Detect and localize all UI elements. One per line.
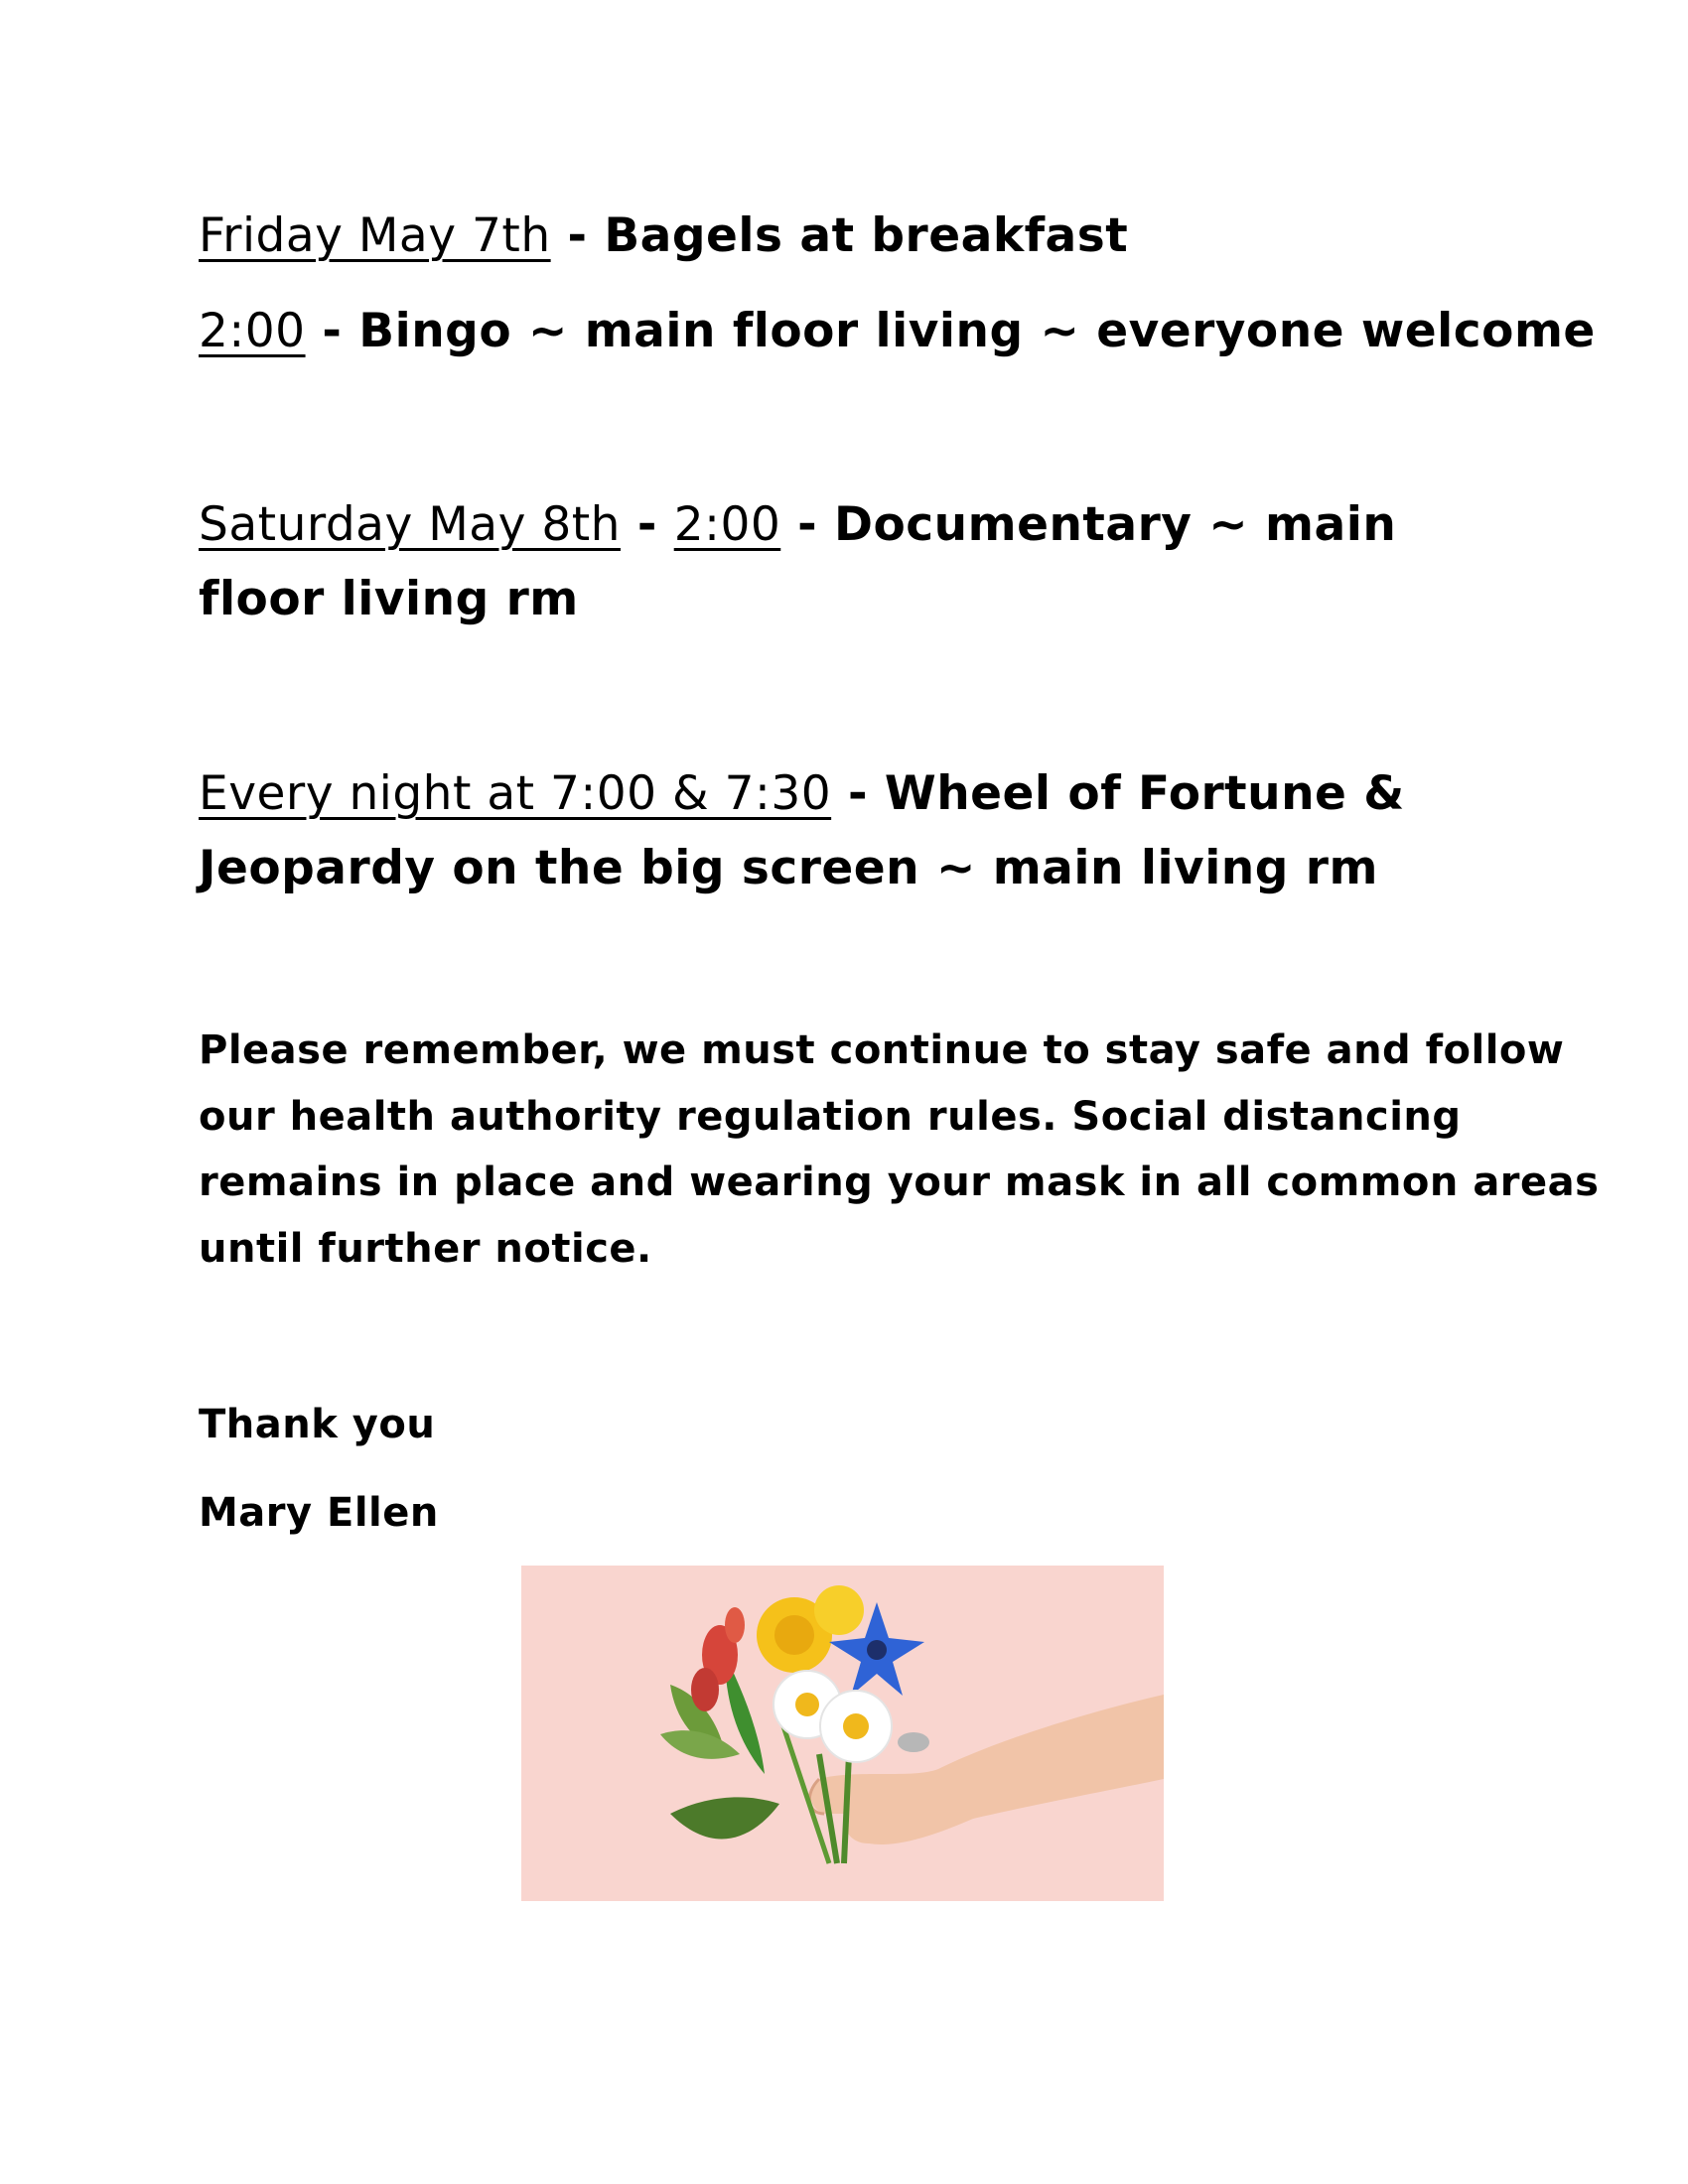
saturday-date: Saturday May 8th: [199, 497, 621, 552]
notice-line: until further notice.: [199, 1226, 652, 1272]
every-night-line: [199, 756, 1405, 832]
friday-line: [199, 199, 1128, 274]
every-night-when: Every night at 7:00 & 7:30: [199, 766, 832, 821]
friday-bingo-line: [199, 294, 1596, 369]
thank-you: Thank you: [199, 1402, 436, 1447]
saturday-activity: - Documentary ~ main: [780, 497, 1397, 552]
bouquet-illustration: [521, 1566, 1164, 1901]
hand-holding-flower-bouquet-icon: [521, 1566, 1164, 1901]
saturday-time: 2:00: [673, 497, 781, 552]
notice-line: Please remember, we must continue to stay safe and follow: [199, 1027, 1565, 1073]
saturday-activity-cont: floor living rm: [199, 572, 579, 626]
notice-line: remains in place and wearing your mask in all common areas: [199, 1160, 1600, 1205]
every-night-activity-cont: Jeopardy on the big screen ~ main living rm: [199, 841, 1378, 895]
friday-activity: - Bingo ~ main floor living ~ everyone welcome: [305, 304, 1596, 358]
saturday-sep: -: [620, 497, 674, 552]
friday-text: - Bagels at breakfast: [550, 208, 1129, 263]
friday-time: 2:00: [199, 304, 306, 358]
saturday-line-cont: [199, 562, 579, 637]
signature: Mary Ellen: [199, 1490, 439, 1536]
friday-date: Friday May 7th: [199, 208, 551, 263]
every-night-line-cont: [199, 831, 1378, 906]
notice-line: our health authority regulation rules. Social distancing: [199, 1094, 1462, 1140]
saturday-line: [199, 487, 1396, 563]
every-night-activity: - Wheel of Fortune &: [831, 766, 1405, 821]
